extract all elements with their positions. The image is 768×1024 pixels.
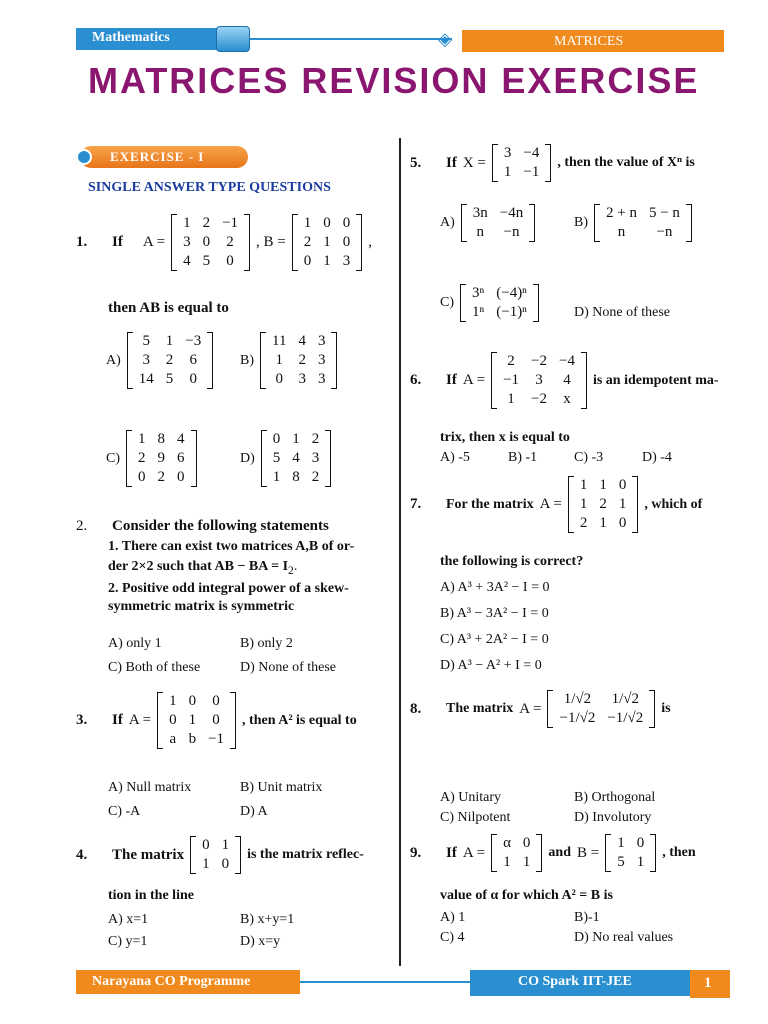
q2-option-b[interactable]: B) only 2: [240, 636, 293, 651]
badge-dot-icon: [76, 149, 92, 165]
matrix-cell: 2: [311, 431, 320, 447]
matrix-cell: 0: [202, 234, 211, 250]
q6-stem: [410, 352, 719, 409]
matrix-cell: (−1)ⁿ: [496, 304, 527, 320]
q5-option-b-matrix: [594, 204, 692, 242]
matrix-cell: 2: [579, 515, 588, 531]
matrix-cell: 4: [563, 372, 571, 388]
q4-option-c[interactable]: C) y=1: [108, 934, 148, 949]
matrix-cell: 4: [298, 333, 306, 349]
matrix-cell: 4: [292, 450, 300, 466]
section-subtitle: SINGLE ANSWER TYPE QUESTIONS: [88, 180, 331, 195]
matrix-cell: 1: [599, 515, 607, 531]
q1-option-b-matrix: [260, 332, 337, 389]
matrix-cell: 1: [275, 352, 283, 368]
q7-tail: , which of: [644, 496, 703, 512]
matrix-cell: 1: [292, 431, 300, 447]
matrix-cell: 9: [157, 450, 165, 466]
matrix-cell: −1: [208, 731, 225, 747]
q4-question: tion in the line: [108, 888, 194, 903]
footer-rule: [300, 981, 470, 983]
q8-stem: [410, 690, 671, 728]
footer-course: CO Spark IIT-JEE: [470, 970, 690, 996]
q2-option-d[interactable]: D) None of these: [240, 660, 337, 675]
header-rule: [236, 38, 452, 40]
matrix-cell: 1: [138, 431, 146, 447]
q8-option-d[interactable]: D) Involutory: [574, 810, 652, 825]
matrix-cell: 1: [323, 234, 331, 250]
matrix-cell: 1: [579, 496, 588, 512]
q4-tail: is the matrix reflec-: [247, 847, 364, 862]
matrix-cell: 5: [272, 450, 281, 466]
matrix-cell: 3: [298, 371, 306, 387]
q2-number: 2.: [76, 518, 88, 534]
q5-option-c[interactable]: C) 3ⁿ (−4)ⁿ 1ⁿ (−1)ⁿ: [440, 284, 539, 322]
q1-matrix-a: [171, 214, 250, 271]
matrix-cell: 6: [177, 450, 185, 466]
matrix-cell: 0: [169, 712, 177, 728]
q9-option-d[interactable]: D) No real values: [574, 930, 674, 945]
q2-statement-1b: der 2×2 such that AB − BA = I: [108, 559, 289, 574]
q7-matrix: [568, 476, 639, 533]
q5-matrix: [492, 144, 551, 182]
q5-option-b[interactable]: B) 2 + n 5 − n n −n: [574, 204, 692, 242]
q7-stem: [410, 476, 702, 533]
matrix-cell: −4: [523, 145, 540, 161]
q3-matrix: [157, 692, 236, 749]
q8-text: The matrix: [446, 701, 514, 716]
matrix-cell: 0: [522, 835, 531, 851]
matrix-cell: 3: [311, 450, 320, 466]
matrix-cell: 2 + n: [606, 205, 637, 221]
q1-number: 1.: [76, 234, 88, 250]
q3-if: If: [112, 712, 123, 728]
matrix-cell: a: [169, 731, 177, 747]
q6-tail: is an idempotent ma-: [592, 372, 719, 388]
q2-option-c[interactable]: C) Both of these: [108, 660, 201, 675]
q1-option-d-matrix: [261, 430, 332, 487]
matrix-cell: −n: [656, 224, 673, 240]
matrix-cell: 0: [177, 469, 185, 485]
q7-option-c[interactable]: C) A³ + 2A² − I = 0: [440, 632, 549, 647]
q8-a-label: A =: [519, 700, 542, 717]
q1-option-d[interactable]: D) 0 1 2 5 4 3 1 8 2: [240, 430, 331, 487]
q3-option-c[interactable]: C) -A: [108, 804, 141, 819]
q7-text: For the matrix: [446, 496, 534, 512]
q5-stem: [410, 144, 695, 182]
q1-if: If: [112, 234, 123, 250]
matrix-cell: 1: [303, 215, 312, 231]
matrix-cell: 5: [617, 854, 625, 870]
header-subject: Mathematics: [76, 28, 236, 50]
matrix-cell: 1: [618, 496, 627, 512]
matrix-cell: −4n: [499, 205, 524, 221]
q6-option-d[interactable]: D) -4: [642, 450, 672, 465]
matrix-cell: 4: [183, 253, 191, 269]
matrix-cell: 0: [618, 515, 627, 531]
q9-option-a[interactable]: A) 1: [440, 910, 466, 925]
matrix-cell: −1/√2: [559, 710, 596, 726]
q7-question: the following is correct?: [440, 554, 584, 569]
matrix-cell: 14: [138, 371, 154, 387]
matrix-cell: α: [503, 835, 511, 851]
matrix-cell: 1: [188, 712, 197, 728]
matrix-cell: 0: [342, 234, 351, 250]
q9-then: , then: [662, 845, 696, 860]
matrix-cell: 0: [342, 215, 351, 231]
matrix-cell: 1: [221, 837, 230, 853]
matrix-cell: 0: [226, 253, 234, 269]
footer-programme: Narayana CO Programme: [76, 970, 300, 994]
q9-if: If: [446, 844, 457, 861]
matrix-cell: 1: [323, 253, 331, 269]
matrix-cell: 0: [212, 712, 220, 728]
q8-number: 8.: [410, 700, 422, 717]
q9-a-label: A =: [462, 844, 486, 861]
q6-option-a[interactable]: A) -5: [440, 450, 470, 465]
q3-a-label: A =: [128, 712, 152, 728]
q3-number: 3.: [76, 712, 88, 728]
matrix-cell: 3: [503, 145, 512, 161]
matrix-cell: 1/√2: [611, 691, 639, 707]
q6-if: If: [446, 372, 457, 388]
matrix-cell: 0: [189, 371, 198, 387]
matrix-cell: 5: [142, 333, 151, 349]
q5-option-c-matrix: [460, 284, 539, 322]
matrix-cell: 0: [272, 431, 281, 447]
matrix-cell: 1: [165, 333, 174, 349]
q5-if: If: [446, 154, 457, 171]
matrix-cell: n: [476, 224, 485, 240]
q4-option-b[interactable]: B) x+y=1: [240, 912, 295, 927]
q9-stem: [410, 834, 696, 872]
q3-stem: [76, 692, 357, 749]
q4-option-d[interactable]: D) x=y: [240, 934, 281, 949]
q1-option-c[interactable]: C) 1 8 4 2 9 6 0 2 0: [106, 430, 197, 487]
q9-option-c[interactable]: C) 4: [440, 930, 465, 945]
matrix-cell: 2: [165, 352, 174, 368]
q1-a-label: A =: [142, 234, 166, 250]
matrix-cell: x: [563, 391, 571, 407]
matrix-cell: 8: [157, 431, 165, 447]
q3-then: , then A² is equal to: [242, 712, 357, 728]
matrix-cell: 4: [177, 431, 185, 447]
q2: 2. Consider the following statements 1. There can exist two matrices A,B of or- der 2×2 such that AB − BA = $I_2$. 2. Positive odd integral power of a skew- symmetric matrix is symmetric: [76, 518, 394, 615]
q1-stem: 1. If A = 1 2 −1 3 0 2 4 5 0 , B = 1 0 0 2 1 0 0 1 3 ,: [76, 215, 372, 269]
q9-and: and: [548, 845, 571, 860]
page-title: MATRICES REVISION EXERCISE: [88, 60, 700, 101]
q8-tail: is: [661, 701, 671, 716]
q8-option-c[interactable]: C) Nilpotent: [440, 810, 511, 825]
pen-cap-icon: [216, 26, 250, 52]
q1-b-label: , B =: [256, 234, 286, 250]
matrix-cell: 3: [535, 372, 543, 388]
matrix-cell: 8: [292, 469, 300, 485]
matrix-cell: 1: [636, 854, 645, 870]
q8-option-b[interactable]: B) Orthogonal: [574, 790, 656, 805]
matrix-cell: 2: [138, 450, 146, 466]
matrix-cell: 5 − n: [648, 205, 680, 221]
q2-statement-2b: symmetric matrix is symmetric: [108, 598, 295, 614]
q3-option-d[interactable]: D) A: [240, 804, 268, 819]
q6-option-b[interactable]: B) -1: [508, 450, 538, 465]
matrix-cell: 3: [183, 234, 191, 250]
matrix-cell: 3: [317, 333, 326, 349]
q7-a-label: A =: [539, 496, 562, 512]
matrix-cell: 2: [202, 215, 211, 231]
q5-number: 5.: [410, 154, 422, 171]
q4-option-a[interactable]: A) x=1: [108, 912, 149, 927]
q2-subscript: 2: [288, 563, 294, 577]
q2-question: Consider the following statements: [112, 518, 329, 534]
q2-option-a[interactable]: A) only 1: [108, 636, 162, 651]
matrix-cell: 0: [323, 215, 331, 231]
q4-matrix: [190, 836, 241, 874]
page-number: 1: [690, 970, 730, 998]
q4-text: The matrix: [112, 846, 185, 863]
matrix-cell: 1: [617, 835, 625, 851]
q1-option-a[interactable]: A) 5 1 −3 3 2 6 14 5 0: [106, 332, 213, 389]
q6-matrix: [491, 352, 587, 409]
matrix-cell: 1: [169, 693, 177, 709]
q5-tail: , then the value of Xⁿ is: [557, 155, 695, 170]
q1-option-b[interactable]: B) 11 4 3 1 2 3 0 3 3: [240, 332, 337, 389]
matrix-cell: 0: [221, 856, 230, 872]
matrix-cell: 3: [317, 352, 326, 368]
matrix-cell: −3: [185, 333, 202, 349]
q6-option-c[interactable]: C) -3: [574, 450, 604, 465]
matrix-cell: 3n: [472, 205, 488, 221]
diamond-icon: ◈: [438, 29, 452, 49]
matrix-cell: 1: [272, 469, 281, 485]
matrix-cell: 0: [303, 253, 312, 269]
matrix-cell: 0: [188, 693, 197, 709]
matrix-cell: 2: [311, 469, 320, 485]
q7-option-a[interactable]: A) A³ + 3A² − I = 0: [440, 580, 550, 595]
matrix-cell: 0: [138, 469, 146, 485]
matrix-cell: −n: [503, 224, 520, 240]
matrix-cell: 2: [507, 353, 515, 369]
matrix-cell: 5: [202, 253, 211, 269]
q1-option-a-matrix: [127, 332, 213, 389]
q5-option-a[interactable]: A) 3n −4n n −n: [440, 204, 535, 242]
matrix-cell: 1: [507, 391, 515, 407]
q2-statement-2: 2. Positive odd integral power of a skew-: [108, 580, 349, 596]
matrix-cell: −1: [503, 372, 520, 388]
exercise-badge: EXERCISE - I: [80, 146, 248, 168]
matrix-cell: 0: [618, 477, 627, 493]
matrix-cell: −1: [222, 215, 239, 231]
q7-option-d[interactable]: D) A³ − A² + I = 0: [440, 658, 542, 673]
q5-option-a-matrix: [461, 204, 535, 242]
matrix-cell: −1/√2: [607, 710, 644, 726]
q9-option-b[interactable]: B)-1: [574, 910, 600, 925]
matrix-cell: 6: [189, 352, 198, 368]
matrix-cell: 1: [599, 477, 607, 493]
matrix-cell: 0: [202, 837, 210, 853]
matrix-cell: b: [188, 731, 197, 747]
q3-option-b[interactable]: B) Unit matrix: [240, 780, 323, 795]
matrix-cell: 2: [157, 469, 165, 485]
matrix-cell: 0: [212, 693, 220, 709]
matrix-cell: 3: [317, 371, 326, 387]
matrix-cell: 1: [503, 854, 511, 870]
matrix-cell: 5: [165, 371, 174, 387]
q6-number: 6.: [410, 372, 422, 388]
matrix-cell: 1ⁿ: [472, 304, 485, 320]
matrix-cell: 3: [342, 253, 351, 269]
matrix-cell: 2: [303, 234, 312, 250]
matrix-cell: 0: [636, 835, 645, 851]
q5-option-d[interactable]: D) None of these: [574, 305, 671, 320]
q9-matrix-a: [491, 834, 542, 872]
q4-number: 4.: [76, 846, 88, 863]
matrix-cell: (−4)ⁿ: [496, 285, 527, 301]
matrix-cell: 11: [272, 333, 287, 349]
q8-matrix: [547, 690, 655, 728]
q6-question: trix, then x is equal to: [440, 430, 570, 445]
matrix-cell: −2: [531, 391, 547, 407]
matrix-cell: 1: [202, 856, 210, 872]
matrix-cell: −1: [523, 164, 540, 180]
q9-question: value of α for which A² = B is: [440, 888, 613, 903]
matrix-cell: −4: [559, 353, 575, 369]
matrix-cell: 3: [142, 352, 151, 368]
matrix-cell: 0: [275, 371, 283, 387]
q3-option-a[interactable]: A) Null matrix: [108, 780, 192, 795]
matrix-cell: 2: [226, 234, 234, 250]
q7-number: 7.: [410, 496, 422, 512]
q8-option-a[interactable]: A) Unitary: [440, 790, 502, 805]
matrix-cell: 2: [599, 496, 607, 512]
q1-question: then AB is equal to: [108, 300, 229, 316]
matrix-cell: 1: [579, 477, 588, 493]
matrix-cell: −2: [531, 353, 547, 369]
matrix-cell: 1/√2: [563, 691, 592, 707]
matrix-cell: 1: [522, 854, 531, 870]
q1-option-c-matrix: [126, 430, 197, 487]
q9-number: 9.: [410, 844, 422, 861]
q5-x-label: X =: [462, 154, 486, 171]
matrix-cell: 1: [503, 164, 512, 180]
matrix-cell: 3ⁿ: [472, 285, 485, 301]
q2-statement-1: 1. There can exist two matrices A,B of or-: [108, 539, 355, 554]
header-chapter: MATRICES: [462, 30, 724, 52]
q1-matrix-b: [292, 214, 363, 271]
q9-matrix-b: [605, 834, 656, 872]
matrix-cell: 2: [298, 352, 306, 368]
q9-b-label: B =: [577, 844, 600, 861]
column-divider: [399, 138, 401, 966]
q7-option-b[interactable]: B) A³ − 3A² − I = 0: [440, 606, 549, 621]
matrix-cell: n: [617, 224, 626, 240]
q6-a-label: A =: [462, 372, 486, 388]
q4-stem: [76, 836, 364, 874]
matrix-cell: 1: [183, 215, 191, 231]
